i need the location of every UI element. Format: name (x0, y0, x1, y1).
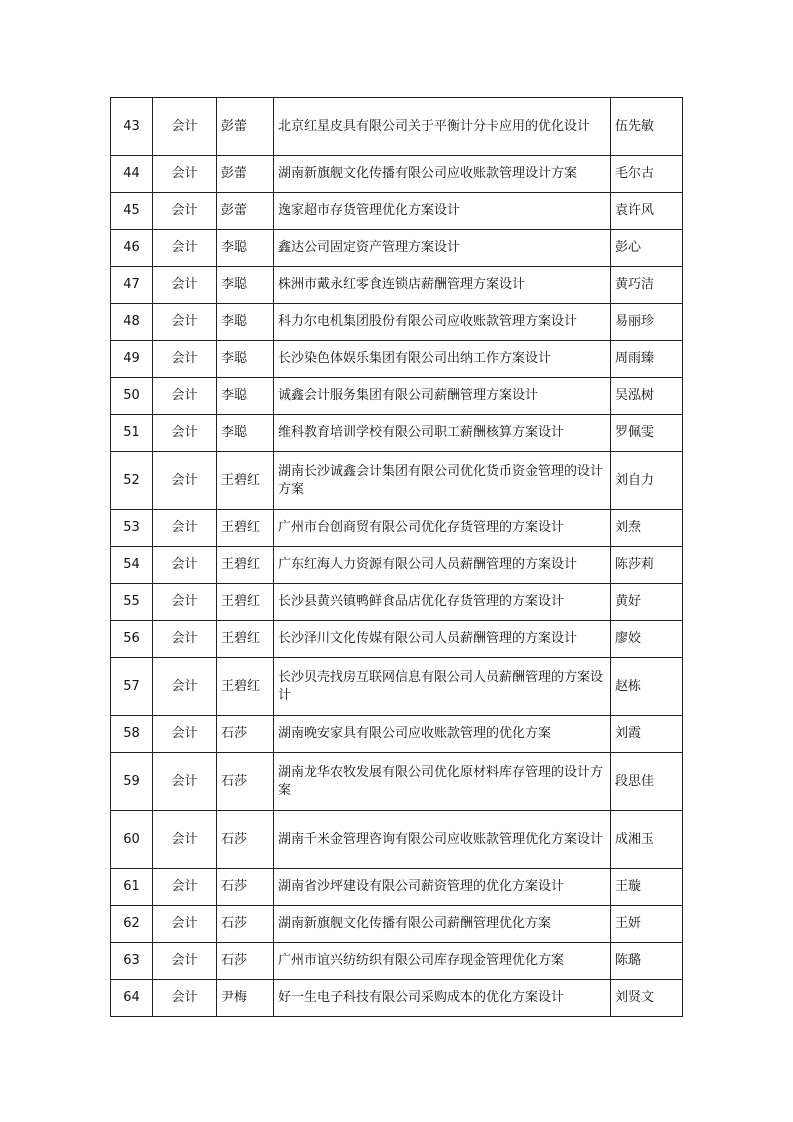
table-row (111, 156, 683, 193)
advisor-cell: 李聪 (217, 341, 274, 378)
advisor-cell: 王碧红 (217, 621, 274, 658)
student-cell: 王璇 (611, 869, 683, 906)
advisor-cell: 李聪 (217, 230, 274, 267)
table-row (111, 304, 683, 341)
advisor-cell: 彭蕾 (217, 98, 274, 156)
student-cell: 刘霞 (611, 716, 683, 753)
row-number-cell: 45 (111, 193, 153, 230)
topic-cell: 湖南新旗舰文化传播有限公司应收账款管理设计方案 (274, 156, 611, 193)
table-row (111, 415, 683, 452)
advisor-cell: 石莎 (217, 869, 274, 906)
advisor-cell: 王碧红 (217, 452, 274, 510)
row-number-cell: 60 (111, 811, 153, 869)
row-number-cell: 59 (111, 753, 153, 811)
student-cell: 陈莎莉 (611, 547, 683, 584)
advisor-cell: 石莎 (217, 753, 274, 811)
row-number-cell: 47 (111, 267, 153, 304)
major-cell: 会计 (153, 869, 217, 906)
table-row (111, 584, 683, 621)
student-cell: 陈璐 (611, 943, 683, 980)
row-number-cell: 44 (111, 156, 153, 193)
table-row (111, 869, 683, 906)
major-cell: 会计 (153, 156, 217, 193)
table-row (111, 658, 683, 716)
table-row (111, 547, 683, 584)
major-cell: 会计 (153, 452, 217, 510)
topic-cell: 湖南晚安家具有限公司应收账款管理的优化方案 (274, 716, 611, 753)
table-row (111, 811, 683, 869)
row-number-cell: 55 (111, 584, 153, 621)
row-number-cell: 52 (111, 452, 153, 510)
major-cell: 会计 (153, 658, 217, 716)
row-number-cell: 50 (111, 378, 153, 415)
table-row (111, 906, 683, 943)
topic-cell: 湖南新旗舰文化传播有限公司薪酬管理优化方案 (274, 906, 611, 943)
row-number-cell: 63 (111, 943, 153, 980)
topic-cell: 广东红海人力资源有限公司人员薪酬管理的方案设计 (274, 547, 611, 584)
student-cell: 易丽珍 (611, 304, 683, 341)
major-cell: 会计 (153, 98, 217, 156)
topic-cell: 湖南省沙坪建设有限公司薪资管理的优化方案设计 (274, 869, 611, 906)
major-cell: 会计 (153, 378, 217, 415)
advisor-cell: 王碧红 (217, 584, 274, 621)
table-row (111, 943, 683, 980)
advisor-cell: 王碧红 (217, 510, 274, 547)
student-cell: 刘贤文 (611, 980, 683, 1017)
student-cell: 成湘玉 (611, 811, 683, 869)
major-cell: 会计 (153, 811, 217, 869)
row-number-cell: 56 (111, 621, 153, 658)
topic-cell: 鑫达公司固定资产管理方案设计 (274, 230, 611, 267)
topic-cell: 湖南龙华农牧发展有限公司优化原材料库存管理的设计方案 (274, 753, 611, 811)
table-row (111, 267, 683, 304)
advisor-cell: 王碧红 (217, 658, 274, 716)
student-cell: 毛尔古 (611, 156, 683, 193)
student-cell: 刘自力 (611, 452, 683, 510)
advisor-cell: 尹梅 (217, 980, 274, 1017)
topic-cell: 诚鑫会计服务集团有限公司薪酬管理方案设计 (274, 378, 611, 415)
topic-cell: 维科教育培训学校有限公司职工薪酬核算方案设计 (274, 415, 611, 452)
advisor-cell: 石莎 (217, 943, 274, 980)
advisor-cell: 彭蕾 (217, 193, 274, 230)
row-number-cell: 61 (111, 869, 153, 906)
row-number-cell: 62 (111, 906, 153, 943)
row-number-cell: 46 (111, 230, 153, 267)
student-cell: 彭心 (611, 230, 683, 267)
advisor-cell: 石莎 (217, 811, 274, 869)
table-row (111, 621, 683, 658)
row-number-cell: 48 (111, 304, 153, 341)
major-cell: 会计 (153, 906, 217, 943)
student-cell: 袁许风 (611, 193, 683, 230)
student-cell: 黄好 (611, 584, 683, 621)
table-row (111, 193, 683, 230)
advisor-cell: 石莎 (217, 906, 274, 943)
advisor-cell: 彭蕾 (217, 156, 274, 193)
table-row (111, 510, 683, 547)
student-cell: 周雨臻 (611, 341, 683, 378)
row-number-cell: 57 (111, 658, 153, 716)
student-cell: 赵栋 (611, 658, 683, 716)
student-cell: 吴泓树 (611, 378, 683, 415)
row-number-cell: 49 (111, 341, 153, 378)
row-number-cell: 58 (111, 716, 153, 753)
topic-cell: 长沙贝壳找房互联网信息有限公司人员薪酬管理的方案设计 (274, 658, 611, 716)
topic-cell: 长沙泽川文化传媒有限公司人员薪酬管理的方案设计 (274, 621, 611, 658)
student-cell: 王妍 (611, 906, 683, 943)
topic-cell: 广州市台创商贸有限公司优化存货管理的方案设计 (274, 510, 611, 547)
student-cell: 黄巧洁 (611, 267, 683, 304)
advisor-cell: 李聪 (217, 415, 274, 452)
student-cell: 伍先敏 (611, 98, 683, 156)
advisor-cell: 李聪 (217, 304, 274, 341)
row-number-cell: 43 (111, 98, 153, 156)
table-row (111, 716, 683, 753)
major-cell: 会计 (153, 716, 217, 753)
student-cell: 段思佳 (611, 753, 683, 811)
row-number-cell: 51 (111, 415, 153, 452)
topic-cell: 长沙染色体娱乐集团有限公司出纳工作方案设计 (274, 341, 611, 378)
major-cell: 会计 (153, 304, 217, 341)
student-cell: 刘焘 (611, 510, 683, 547)
student-cell: 廖姣 (611, 621, 683, 658)
major-cell: 会计 (153, 341, 217, 378)
topic-cell: 湖南长沙诚鑫会计集团有限公司优化货币资金管理的设计方案 (274, 452, 611, 510)
row-number-cell: 54 (111, 547, 153, 584)
topic-cell: 长沙县黄兴镇鸭鲜食品店优化存货管理的方案设计 (274, 584, 611, 621)
major-cell: 会计 (153, 547, 217, 584)
major-cell: 会计 (153, 943, 217, 980)
major-cell: 会计 (153, 415, 217, 452)
advisor-cell: 李聪 (217, 378, 274, 415)
table-row (111, 378, 683, 415)
table-row (111, 452, 683, 510)
table-row (111, 341, 683, 378)
topic-cell: 株洲市戴永红零食连锁店薪酬管理方案设计 (274, 267, 611, 304)
student-cell: 罗佩雯 (611, 415, 683, 452)
major-cell: 会计 (153, 753, 217, 811)
row-number-cell: 53 (111, 510, 153, 547)
table-row (111, 98, 683, 156)
major-cell: 会计 (153, 510, 217, 547)
advisor-cell: 王碧红 (217, 547, 274, 584)
table-body (111, 98, 683, 1017)
table-row (111, 753, 683, 811)
major-cell: 会计 (153, 584, 217, 621)
major-cell: 会计 (153, 267, 217, 304)
topic-cell: 湖南千米金管理咨询有限公司应收账款管理优化方案设计 (274, 811, 611, 869)
advisor-cell: 石莎 (217, 716, 274, 753)
topic-assignment-table (110, 97, 683, 1017)
topic-cell: 逸家超市存货管理优化方案设计 (274, 193, 611, 230)
major-cell: 会计 (153, 621, 217, 658)
topic-cell: 北京红星皮具有限公司关于平衡计分卡应用的优化设计 (274, 98, 611, 156)
topic-cell: 广州市谊兴纺纺织有限公司库存现金管理优化方案 (274, 943, 611, 980)
topic-cell: 好一生电子科技有限公司采购成本的优化方案设计 (274, 980, 611, 1017)
table-row (111, 230, 683, 267)
topic-cell: 科力尔电机集团股份有限公司应收账款管理方案设计 (274, 304, 611, 341)
row-number-cell: 64 (111, 980, 153, 1017)
advisor-cell: 李聪 (217, 267, 274, 304)
table-row (111, 980, 683, 1017)
major-cell: 会计 (153, 980, 217, 1017)
major-cell: 会计 (153, 230, 217, 267)
major-cell: 会计 (153, 193, 217, 230)
